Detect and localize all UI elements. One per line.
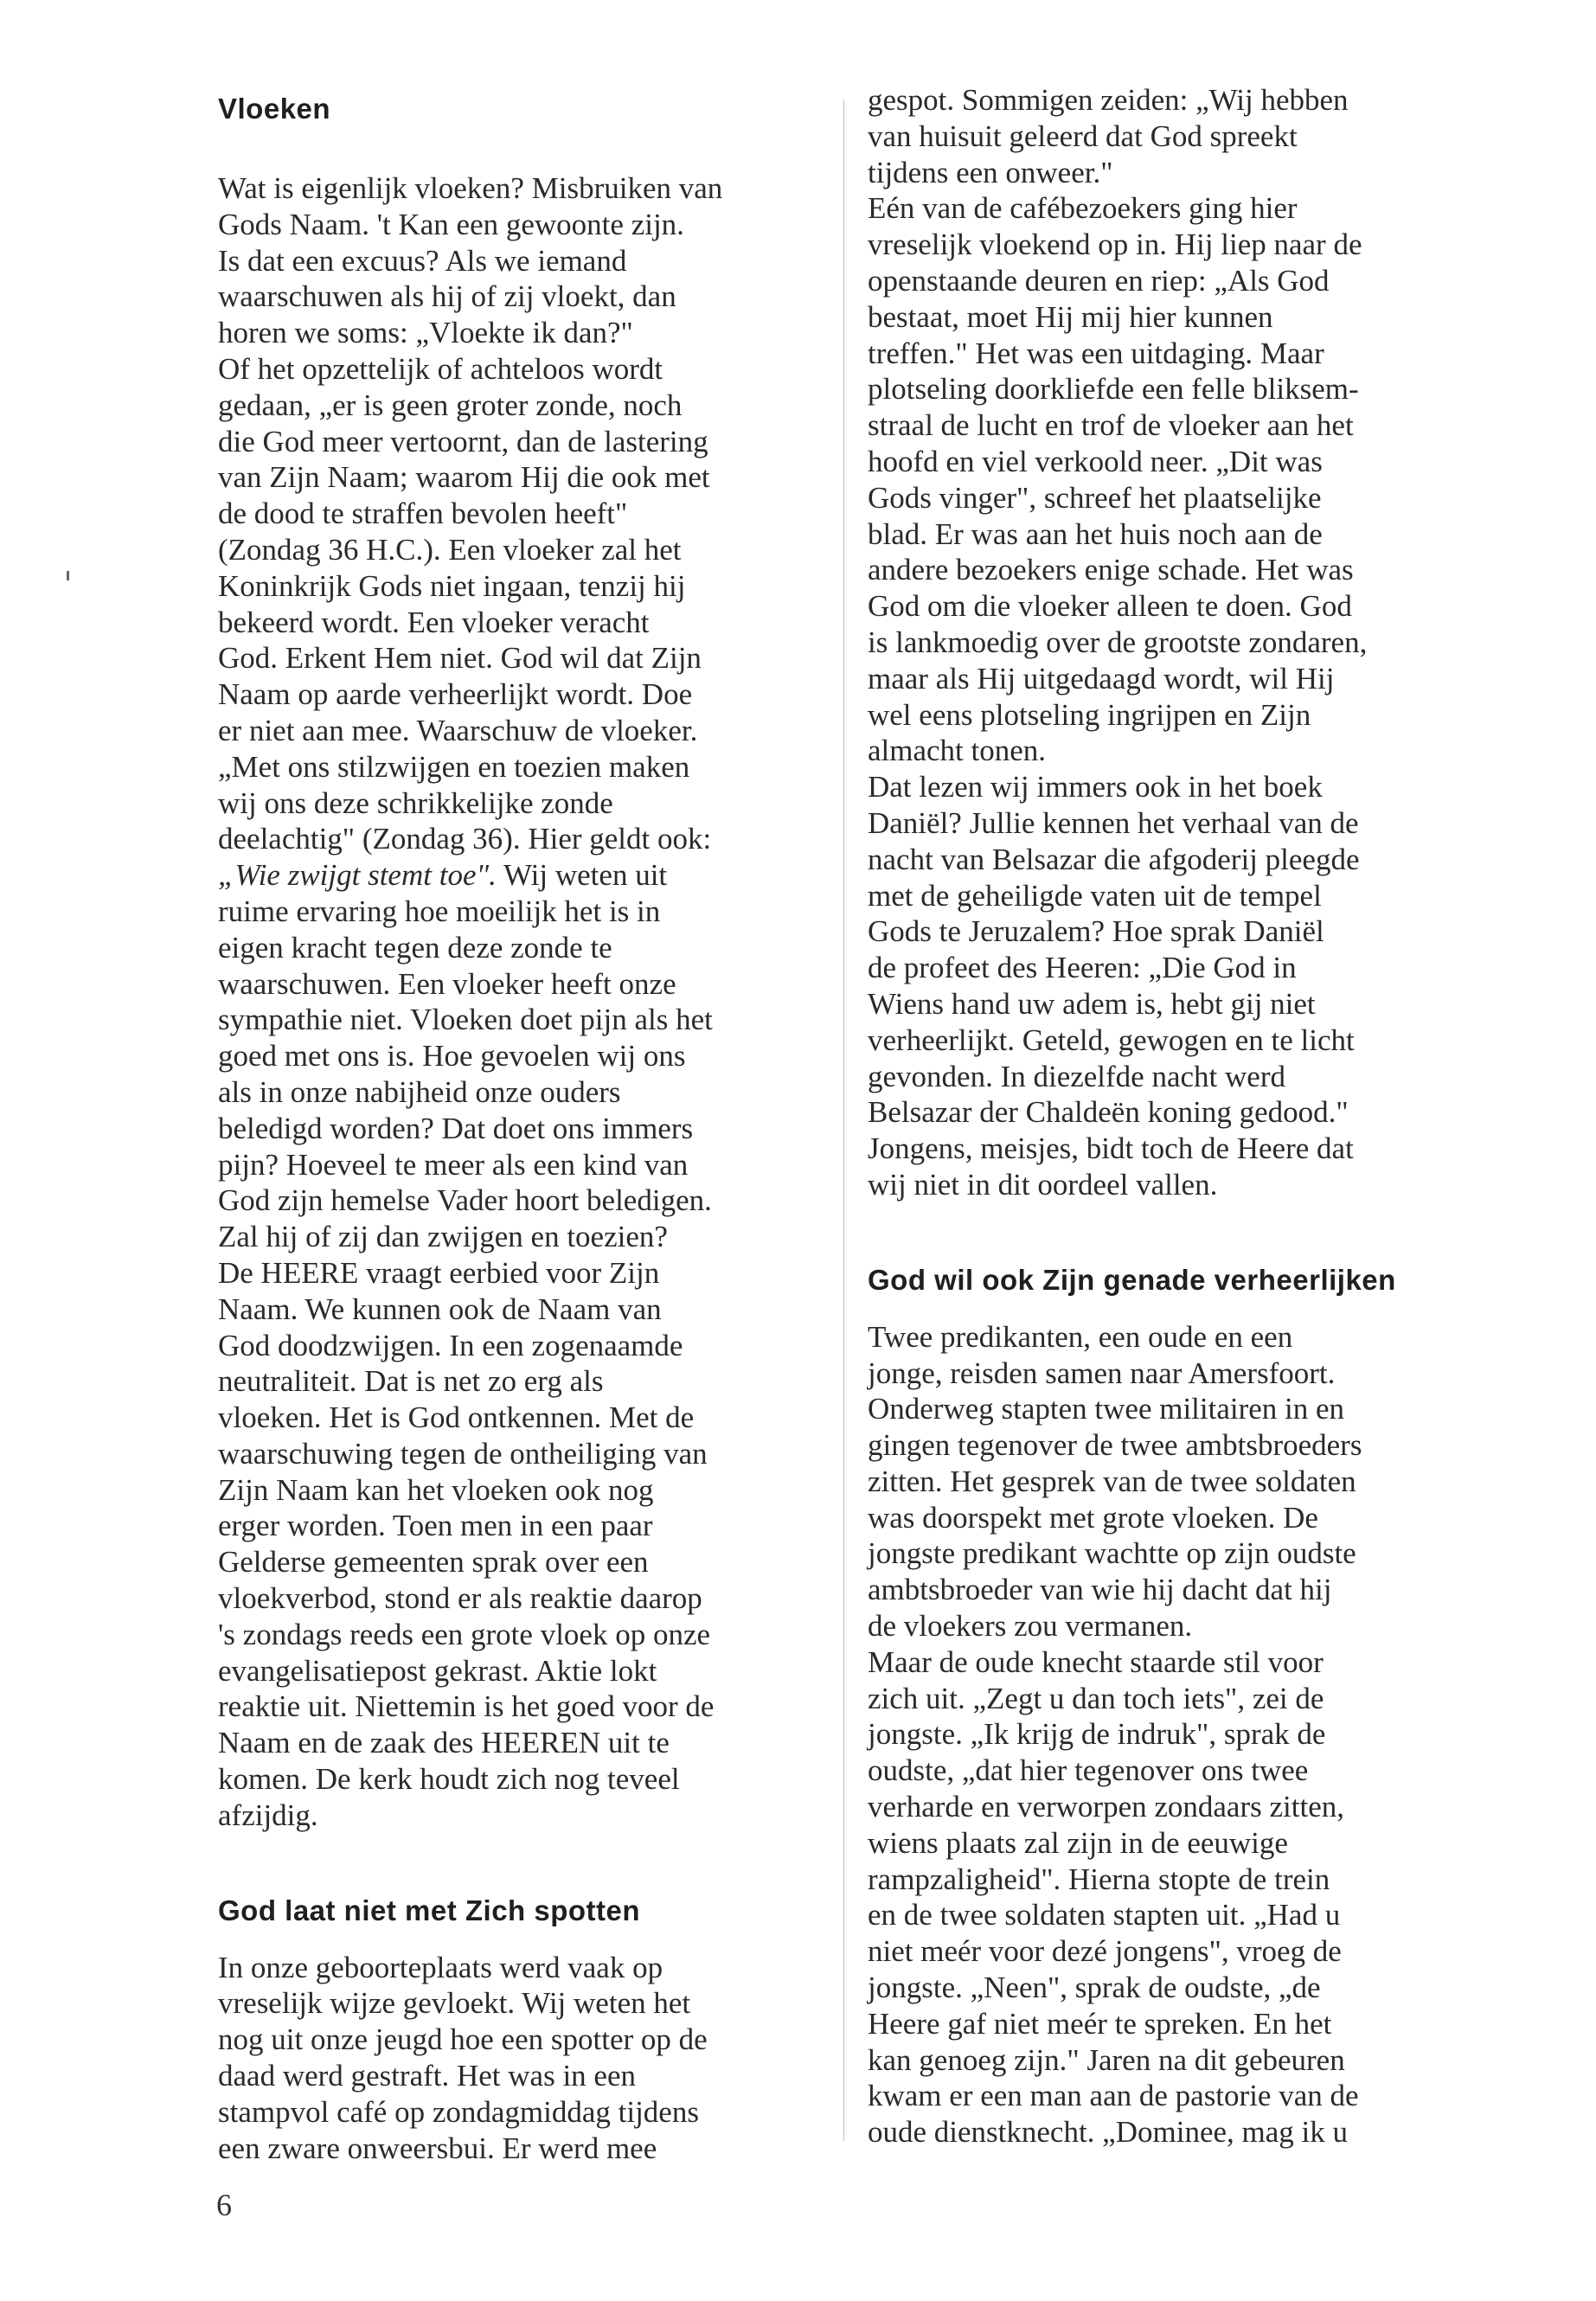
heading-genade: God wil ook Zijn genade verheerlijken: [868, 1263, 1396, 1296]
heading-vloeken: Vloeken: [218, 93, 331, 125]
margin-mark: [67, 571, 69, 580]
heading-god-laat-niet-spotten: God laat niet met Zich spotten: [218, 1894, 641, 1926]
paragraph-vloeken-part-a: Wat is eigenlijk vloeken? Misbruiken van Gods Naam. 't Kan een gewoonte zijn. Is dat een excuus? Als we iemand waarschuwen als hij of zij vloekt, dan horen we soms: „Vloekte ik dan?" Of het opzettelijk of achteloos wordt gedaan, „er is geen groter zonde, noch die God meer vertoornt, dan de lastering van Zijn Naam; waarom Hij die ook met de dood te straffen bevolen heeft" (Zondag 36 H.C.). Een vloeker zal het Koninkrijk Gods niet ingaan, tenzij hij bekeerd wordt. Een vloeker veracht God. Erkent Hem niet. God wil dat Zijn Naam op aarde verheerlijkt wordt. Doe er niet aan mee. Waarschuw de vloeker. „Met ons stilzwijgen en toezien maken wij ons deze schrikkelijke zonde deelachtig" (Zondag 36). Hier geldt ook:: [218, 171, 723, 856]
column-divider: [843, 99, 844, 2141]
quote-wie-zwijgt: „Wie zwijgt stemt toe".: [218, 858, 497, 893]
left-column: [218, 82, 841, 2166]
page-number: 6: [216, 2188, 232, 2222]
paragraph-vloeken: [218, 170, 841, 1834]
paragraph-vloeken-part-b: Wij weten uit ruime ervaring hoe moeilijk het is in eigen kracht tegen deze zonde te waarschuwen. Een vloeker heeft onze sympathie niet. Vloeken doet pijn als het goed met ons is. Hoe gevoelen wij ons als in onze nabijheid onze ouders beledigd worden? Dat doet ons immers pijn? Hoeveel te meer als een kind van God zijn hemelse Vader hoort beledigen. Zal hij of zij dan zwijgen en toezien? De HEERE vraagt eerbied voor Zijn Naam. We kunnen ook de Naam van God doodzwijgen. In een zogenaamde neutraliteit. Dat is net zo erg als vloeken. Het is God ontkennen. Met de waarschuwing tegen de ontheiliging van Zijn Naam kan het vloeken ook nog erger worden. Toen men in een paar Gelderse gemeenten sprak over een vloekverbod, stond er als reaktie daarop 's zondags reeds een grote vloek op onze evangelisatiepost gekrast. Aktie lokt reaktie uit. Niettemin is het goed voor de Naam en de zaak des HEEREN uit te komen. De kerk houdt zich nog teveel afzijdig.: [218, 858, 715, 1832]
right-column: [868, 82, 1495, 2150]
paragraph-spotten: In onze geboorteplaats werd vaak op vreselijk wijze gevloekt. Wij weten het nog uit onze jeugd hoe een spotter op de daad werd gestraft. Het was in een stampvol café op zondagmiddag tijdens een zware onweersbui. Er werd mee: [218, 1950, 708, 2165]
paragraph-genade: Twee predikanten, een oude en een jonge, reisden samen naar Amersfoort. Onderweg stapten twee militairen in en gingen tegenover de twee ambtsbroeders zitten. Het gesprek van de twee soldaten was doorspekt met grote vloeken. De jongste predikant wachtte op zijn oudste ambtsbroeder van wie hij dacht dat hij de vloekers zou vermanen. Maar de oude knecht staarde stil voor zich uit. „Zegt u dan toch iets", zei de jongste. „Ik krijg de indruk", sprak de oudste, „dat hier tegenover ons twee verharde en verworpen zondaars zitten, wiens plaats zal zijn in de eeuwige rampzaligheid". Hierna stopte de trein en de twee soldaten stapten uit. „Had u niet meér voor dezé jongens", vroeg de jongste. „Neen", sprak de oudste, „de Heere gaf niet meér te spreken. En het kan genoeg zijn." Jaren na dit gebeuren kwam er een man aan de pastorie van de oude dienstknecht. „Dominee, mag ik u: [868, 1319, 1362, 2150]
paragraph-spotten-continued: gespot. Sommigen zeiden: „Wij hebben van huisuit geleerd dat God spreekt tijdens een onweer." Eén van de cafébezoekers ging hier vreselijk vloekend op in. Hij liep naar de openstaande deuren en riep: „Als God bestaat, moet Hij mij hier kunnen treffen." Het was een uitdaging. Maar plotseling doorkliefde een felle bliksem- straal de lucht en trof de vloeker aan het hoofd en viel verkoold neer. „Dit was Gods vinger", schreef het plaatselijke blad. Er was aan het huis noch aan de andere bezoekers enige schade. Het was God om die vloeker alleen te doen. God is lankmoedig over de grootste zondaren, maar als Hij uitgedaagd wordt, wil Hij wel eens plotseling ingrijpen en Zijn almacht tonen. Dat lezen wij immers ook in het boek Daniël? Jullie kennen het verhaal van de nacht van Belsazar die afgoderij pleegde met de geheiligde vaten uit de tempel Gods te Jeruzalem? Hoe sprak Daniël de profeet des Heeren: „Die God in Wiens hand uw adem is, hebt gij niet verheerlijkt. Geteld, gewogen en te licht gevonden. In diezelfde nacht werd Belsazar der Chaldeën koning gedood." Jongens, meisjes, bidt toch de Heere dat wij niet in dit oordeel vallen.: [868, 83, 1368, 1202]
